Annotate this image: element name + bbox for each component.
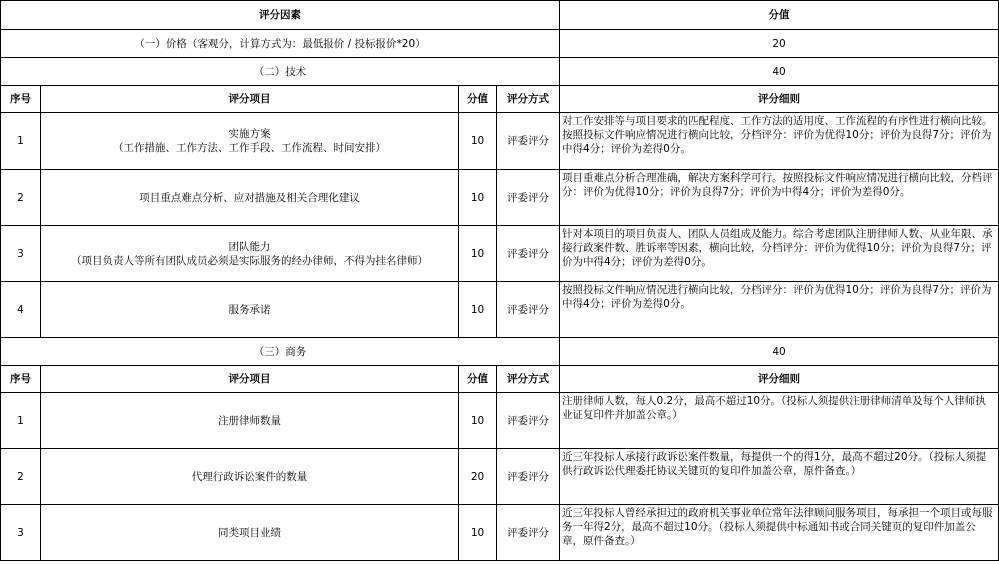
row-method: 评委评分	[497, 449, 560, 505]
table-row	[1, 282, 999, 338]
tech-col-detail: 评分细则	[560, 86, 999, 113]
table-row	[1, 449, 999, 505]
row-no: 1	[1, 113, 41, 170]
row-item-title: 团队能力	[228, 240, 271, 253]
row-item: 注册律师数量	[41, 393, 459, 449]
biz-col-item: 评分项目	[41, 366, 459, 393]
tech-col-item: 评分项目	[41, 86, 459, 113]
row-detail: 针对本项目的项目负责人、团队人员组成及能力。综合考虑团队注册律师人数、从业年限、承接行政案件数、胜诉率等因素，横向比较，分档评分：评价为优得10分；评价为良得7分；评价为中得4分；评价为差得0分。	[560, 226, 999, 282]
row-item-title: 实施方案	[228, 128, 271, 140]
table-row	[1, 393, 999, 449]
row-item-note: （工作措施、工作方法、工作手段、工作流程、时间安排）	[113, 142, 386, 154]
row-item: 代理行政诉讼案件的数量	[41, 449, 459, 505]
price-score: 20	[560, 30, 999, 58]
row-no: 2	[1, 170, 41, 226]
row-no: 2	[1, 449, 41, 505]
tech-label: （二）技术	[1, 58, 560, 86]
row-item-note: （项目负责人等所有团队成员必须是实际服务的经办律师，不得为挂名律师）	[71, 254, 428, 267]
row-score: 10	[459, 113, 497, 170]
tech-col-score: 分值	[459, 86, 497, 113]
table-row	[1, 226, 999, 282]
biz-col-no: 序号	[1, 366, 41, 393]
row-method: 评委评分	[497, 505, 560, 561]
row-no: 1	[1, 393, 41, 449]
header-score: 分值	[560, 1, 999, 30]
row-item: 项目重点难点分析、应对措施及相关合理化建议	[41, 170, 459, 226]
row-method: 评委评分	[497, 170, 560, 226]
row-score: 10	[459, 282, 497, 338]
tech-col-method: 评分方式	[497, 86, 560, 113]
row-method: 评委评分	[497, 226, 560, 282]
biz-label: （三）商务	[1, 338, 560, 366]
biz-score: 40	[560, 338, 999, 366]
row-detail: 对工作安排等与项目要求的匹配程度、工作方法的适用度、工作流程的有序性进行横向比较。按照投标文件响应情况进行横向比较，分档评分：评价为优得10分；评价为良得7分；评价为中得4分；评价为差得0分。	[560, 113, 999, 170]
header-factor: 评分因素	[1, 1, 560, 30]
row-detail: 注册律师人数，每人0.2分，最高不超过10分。（投标人须提供注册律师清单及每个人律师执业证复印件并加盖公章。）	[560, 393, 999, 449]
biz-col-score: 分值	[459, 366, 497, 393]
row-score: 10	[459, 393, 497, 449]
table-row	[1, 113, 999, 170]
row-score: 10	[459, 505, 497, 561]
row-detail: 项目重难点分析合理准确，解决方案科学可行。按照投标文件响应情况进行横向比较，分档评分：评价为优得10分；评价为良得7分；评价为中得4分；评价为差得0分。	[560, 170, 999, 226]
row-item: 服务承诺	[41, 282, 459, 338]
table-row	[1, 170, 999, 226]
price-label: （一）价格（客观分，计算方式为：最低报价 / 投标报价*20）	[1, 30, 560, 58]
row-method: 评委评分	[497, 282, 560, 338]
tech-col-no: 序号	[1, 86, 41, 113]
row-detail: 近三年投标人承接行政诉讼案件数量，每提供一个的得1分，最高不超过20分。（投标人须提供行政诉讼代理委托协议关键页的复印件加盖公章，原件备查。）	[560, 449, 999, 505]
row-no: 4	[1, 282, 41, 338]
row-item: 同类项目业绩	[41, 505, 459, 561]
row-method: 评委评分	[497, 113, 560, 170]
row-item	[41, 113, 459, 170]
row-detail: 按照投标文件响应情况进行横向比较，分档评分：评价为优得10分；评价为良得7分；评价为中得4分；评价为差得0分。	[560, 282, 999, 338]
table-row	[1, 505, 999, 561]
biz-col-method: 评分方式	[497, 366, 560, 393]
tech-score: 40	[560, 58, 999, 86]
row-score: 10	[459, 226, 497, 282]
biz-col-detail: 评分细则	[560, 366, 999, 393]
row-item	[41, 226, 459, 282]
row-score: 10	[459, 170, 497, 226]
row-no: 3	[1, 505, 41, 561]
row-method: 评委评分	[497, 393, 560, 449]
row-no: 3	[1, 226, 41, 282]
row-score: 20	[459, 449, 497, 505]
row-detail: 近三年投标人曾经承担过的政府机关事业单位常年法律顾问服务项目，每承担一个项目或每服务一年得2分，最高不超过10分。（投标人须提供中标通知书或合同关键页的复印件加盖公章，原件备查。）	[560, 505, 999, 561]
